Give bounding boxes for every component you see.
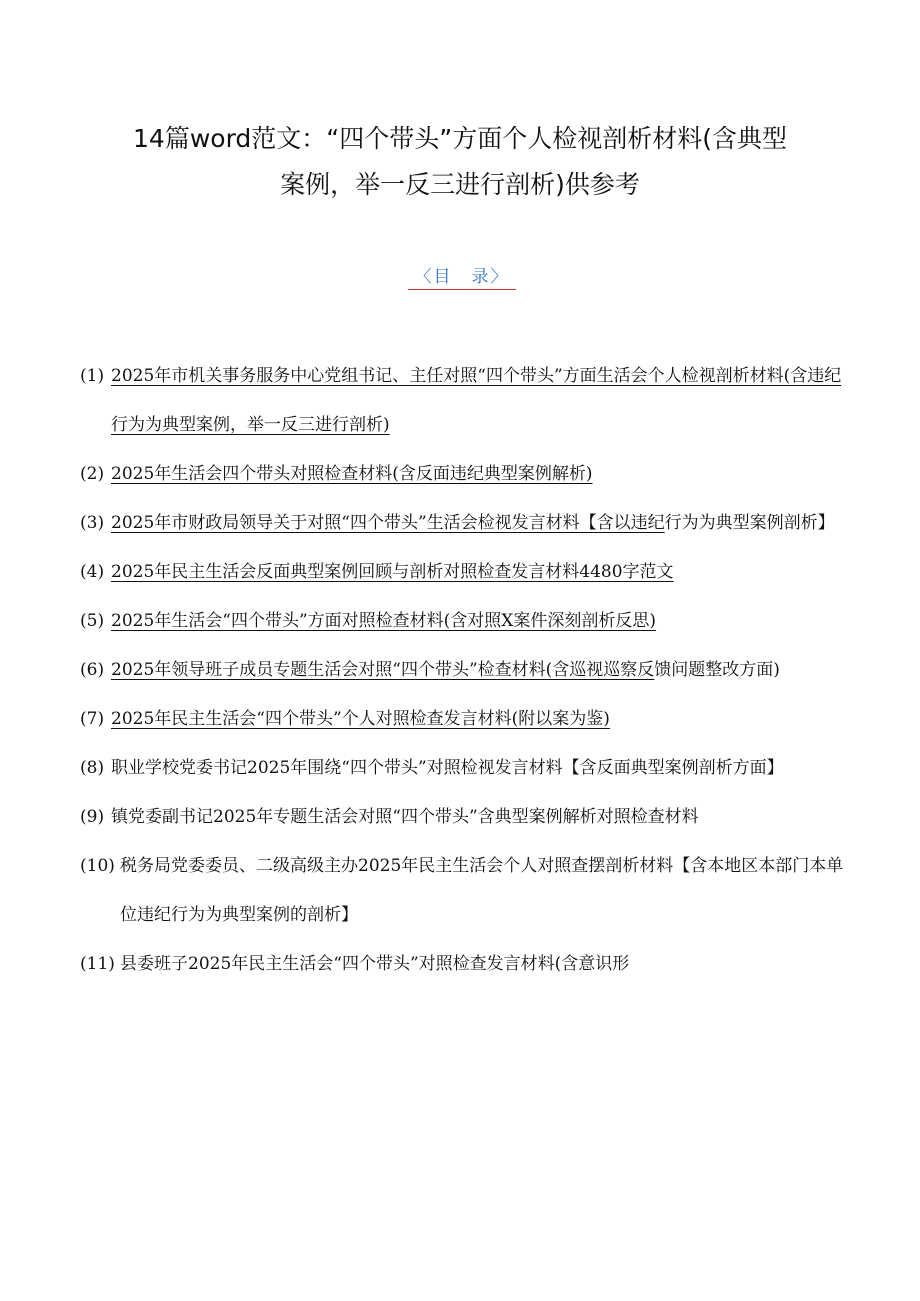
toc-item-number: (3) <box>80 513 105 533</box>
toc-item-text: 县委班子2025年民主生活会“四个带头”对照检查发言材料(含意识形 <box>120 954 630 974</box>
toc-item-link[interactable]: 2025年生活会“四个带头”方面对照检查材料(含对照X案件深刻剖析反思) <box>111 611 657 631</box>
toc-item-link[interactable]: 2025年民主生活会“四个带头”个人对照检查发言材料(附以案为鉴) <box>111 709 610 729</box>
toc-heading-underline <box>408 289 516 290</box>
toc-item[interactable] <box>80 499 850 548</box>
toc-item-text: 职业学校党委书记2025年围绕“四个带头”对照检视发言材料【含反面典型案例剖析方面】 <box>111 758 784 778</box>
toc-item-number: (4) <box>80 562 105 582</box>
toc-item-number: (5) <box>80 611 105 631</box>
page-title <box>80 116 840 208</box>
toc-item-number: (9) <box>80 807 105 827</box>
toc-item-number: (10) <box>80 856 115 876</box>
toc-item-number: (8) <box>80 758 105 778</box>
toc-item[interactable] <box>80 450 850 499</box>
toc-item-link[interactable]: 2025年民主生活会反面典型案例回顾与剖析对照检查发言材料4480字范文 <box>111 562 674 582</box>
toc-item-text: 税务局党委委员、二级高级主办2025年民主生活会个人对照查摆剖析材料【含本地区本部门本单位违纪行为为典型案例的剖析】 <box>120 856 844 925</box>
toc-item[interactable] <box>80 646 850 695</box>
toc-item[interactable] <box>80 842 850 940</box>
toc-item-link[interactable]: 2025年市财政局领导关于对照“四个带头”生活会检视发言材料【含以违纪 <box>111 513 665 533</box>
toc-item-number: (6) <box>80 660 105 680</box>
table-of-contents <box>80 352 850 989</box>
toc-item[interactable] <box>80 695 850 744</box>
toc-item[interactable] <box>80 548 850 597</box>
toc-item-number: (11) <box>80 954 115 974</box>
toc-item[interactable] <box>80 940 850 989</box>
toc-item-number: (1) <box>80 366 105 386</box>
toc-item[interactable] <box>80 597 850 646</box>
toc-item-text: 镇党委副书记2025年专题生活会对照“四个带头”含典型案例解析对照检查材料 <box>111 807 699 827</box>
toc-item[interactable] <box>80 744 850 793</box>
toc-item-text: 行为为典型案例剖析】 <box>664 513 835 533</box>
toc-item-text: 馈问题整改方面) <box>654 660 780 680</box>
title-line-1: 14篇word范文：“四个带头”方面个人检视剖析材料(含典型 <box>133 124 787 153</box>
toc-item-number: (7) <box>80 709 105 729</box>
toc-item-link[interactable]: 2025年领导班子成员专题生活会对照“四个带头”检查材料(含巡视巡察反 <box>111 660 655 680</box>
title-line-2: 案例，举一反三进行剖析)供参考 <box>280 170 640 199</box>
toc-heading[interactable]: 〈目 录〉 <box>408 266 516 288</box>
toc-item[interactable] <box>80 352 850 450</box>
toc-item[interactable] <box>80 793 850 842</box>
toc-item-link[interactable]: 2025年市机关事务服务中心党组书记、主任对照“四个带头”方面生活会个人检视剖析材料(含违纪行为为典型案例，举一反三进行剖析) <box>111 366 842 435</box>
toc-item-link[interactable]: 2025年生活会四个带头对照检查材料(含反面违纪典型案例解析) <box>111 464 593 484</box>
toc-item-number: (2) <box>80 464 105 484</box>
